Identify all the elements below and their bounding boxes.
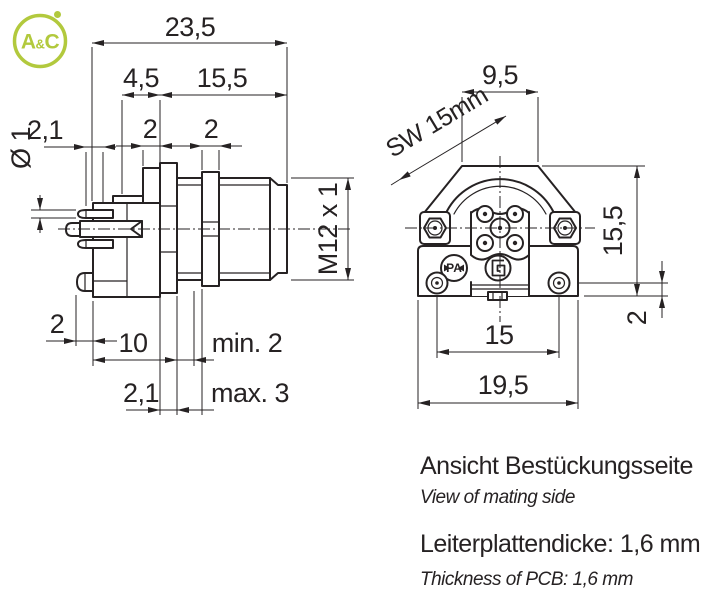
- mounting-hole-left: [427, 273, 448, 294]
- dim-total-width-label: 19,5: [477, 370, 529, 400]
- pa-label: PA: [446, 261, 462, 275]
- side-view-drawing: [6, 12, 354, 415]
- caption-de-view: Ansicht Bestückungsseite: [420, 452, 693, 480]
- dim-body-length-label: 10: [118, 328, 148, 358]
- pin-top: [78, 210, 113, 218]
- dim-wrench-size-label: SW 15mm: [381, 80, 493, 164]
- coding-tab: [488, 292, 507, 300]
- dim-panel-min-label: min. 2: [211, 328, 283, 358]
- pin-bottom: [78, 240, 113, 248]
- dim-pin-offset-label: 2,1: [26, 115, 64, 145]
- caption-en-view: View of mating side: [420, 487, 575, 508]
- logo-nub-icon: [54, 11, 61, 18]
- dim-thread-length-label: 15,5: [196, 63, 248, 93]
- dim-hole-edge-label: 2: [622, 310, 652, 326]
- dim-peg-offset-label: 2: [49, 309, 65, 339]
- dim-total-length-label: 23,5: [164, 12, 216, 42]
- dim-flange-label: 2,1: [122, 378, 160, 408]
- dim-front-length-label: 4,5: [122, 63, 160, 93]
- dim-height-label: 15,5: [598, 205, 628, 257]
- brand-logo: [15, 11, 66, 67]
- dim-head-width-label: 9,5: [481, 60, 519, 90]
- dim-washer-label: 2: [203, 114, 219, 144]
- dim-hole-spacing-label: 15: [484, 320, 514, 350]
- mounting-hole-right: [549, 273, 570, 294]
- dim-shoulder-label: 2: [142, 114, 158, 144]
- side-view-part: [58, 163, 352, 297]
- hex-flange: [160, 163, 177, 293]
- logo-text: A&C: [20, 30, 60, 54]
- caption-de-pcb: Leiterplattendicke: 1,6 mm: [420, 530, 701, 558]
- front-view-part: [405, 156, 595, 322]
- housing-lip: [113, 196, 143, 203]
- manufacturer-logo-icon: [486, 256, 511, 281]
- captions: [420, 452, 700, 590]
- front-view-drawing: [381, 60, 668, 409]
- dim-panel-max-label: max. 3: [210, 378, 290, 408]
- dim-pin-diameter-label: Ø 1: [6, 126, 36, 170]
- caption-en-pcb: Thickness of PCB: 1,6 mm: [420, 569, 633, 590]
- dim-thread-spec-label: M12 x 1: [313, 182, 343, 276]
